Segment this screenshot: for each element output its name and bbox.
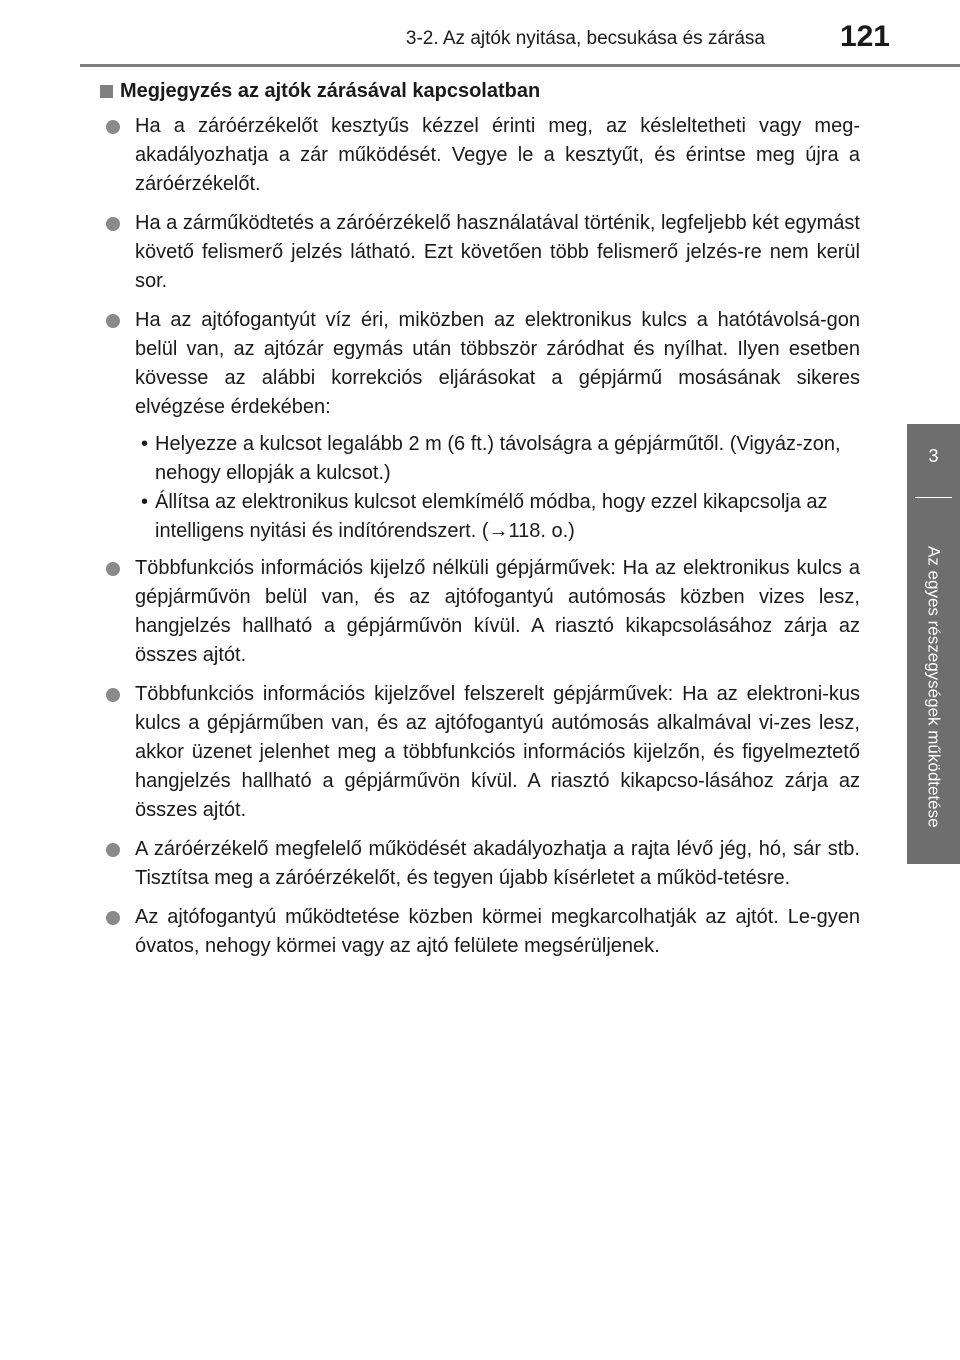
section-heading-text: Megjegyzés az ajtók zárásával kapcsolatban (120, 80, 541, 102)
main-content (97, 76, 860, 971)
section-heading (97, 76, 860, 106)
bullet-text: Ha az ajtófogantyút víz éri, miközben az elektronikus kulcs a hatótávolsá-gon belül van, az ajtózár egymás után többször záródhat és nyílhat. Ilyen esetben kövesse az alábbi korrekciós eljárásokat a gépjármű mosásának sikeres elvégzése érdekében: (135, 309, 860, 418)
bullet-item (97, 306, 860, 422)
sub-list-text: Helyezze a kulcsot legalább 2 m (6 ft.) távolságra a gépjárműtől. (Vigyáz-zon, nehogy ellopják a kulcsot.) (155, 433, 841, 484)
circle-bullet-icon (106, 217, 120, 231)
sub-list-item (97, 488, 860, 546)
bullet-item (97, 554, 860, 670)
circle-bullet-icon (106, 911, 120, 925)
sub-bullet-dot: • (141, 433, 149, 455)
sub-bullet-dot: • (141, 491, 149, 513)
side-tab-chapter-title: Az egyes részegységek működtetése (924, 546, 944, 828)
bullet-text: Ha a zárműködtetés a záróérzékelő használatával történik, legfeljebb két egymást követő felismerő jelzés látható. Ezt követően több felismerő jelzés-re nem kerül sor. (135, 212, 860, 292)
page-number: 121 (839, 20, 890, 53)
sub-list (97, 430, 860, 546)
bullet-text: A záróérzékelő megfelelő működését akadályozhatja a rajta lévő jég, hó, sár stb. Tisztítsa meg a záróérzékelőt, és tegyen újabb kísérletet a működ-tetésre. (135, 838, 860, 889)
bullet-item (97, 903, 860, 961)
sub-list-item (97, 430, 860, 488)
bullet-item (97, 209, 860, 296)
bullet-text: Az ajtófogantyú működtetése közben körmei megkarcolhatják az ajtót. Le-gyen óvatos, nehogy körmei vagy az ajtó felülete megsérüljenek. (135, 906, 860, 957)
bullet-text: Többfunkciós információs kijelző nélküli gépjárművek: Ha az elektronikus kulcs a gépjárművön belül van, és az ajtófogantyú autómosás közben vizes lesz, hangjelzés hallható a gépjárművön kívül. A riasztó kikapcsolásához zárja az összes ajtót. (135, 557, 860, 666)
sub-list-text: Állítsa az elektronikus kulcsot elemkímélő módba, hogy ezzel kikapcsolja az intelligens nyitási és indítórendszert. (→118. o.) (155, 491, 828, 542)
header-rule (80, 64, 960, 67)
circle-bullet-icon (106, 120, 120, 134)
square-bullet-icon (100, 85, 113, 98)
bullet-item (97, 835, 860, 893)
header-section-title: 3-2. Az ajtók nyitása, becsukása és zárása (405, 28, 765, 49)
side-tab-divider (915, 497, 952, 498)
circle-bullet-icon (106, 688, 120, 702)
circle-bullet-icon (106, 843, 120, 857)
bullet-text: Ha a záróérzékelőt kesztyűs kézzel érinti meg, az késleltetheti vagy meg-akadályozhatja a zár működését. Vegye le a kesztyűt, és érintse meg újra a záróérzékelőt. (135, 115, 860, 195)
side-tab-chapter-number: 3 (928, 445, 939, 466)
circle-bullet-icon (106, 314, 120, 328)
side-tab-text-wrap (907, 510, 960, 864)
bullet-item (97, 680, 860, 825)
bullet-text: Többfunkciós információs kijelzővel felszerelt gépjárművek: Ha az elektroni-kus kulcs a gépjárműben van, és az ajtófogantyú autómosás alkalmával vi-zes lesz, akkor üzenet jelenhet meg a többfunkciós információs kijelzőn, és figyelmeztető hangjelzés hallható a gépjárművön kívül. A riasztó kikapcso-lásához zárja az összes ajtót. (135, 683, 860, 821)
circle-bullet-icon (106, 562, 120, 576)
bullet-item (97, 112, 860, 199)
